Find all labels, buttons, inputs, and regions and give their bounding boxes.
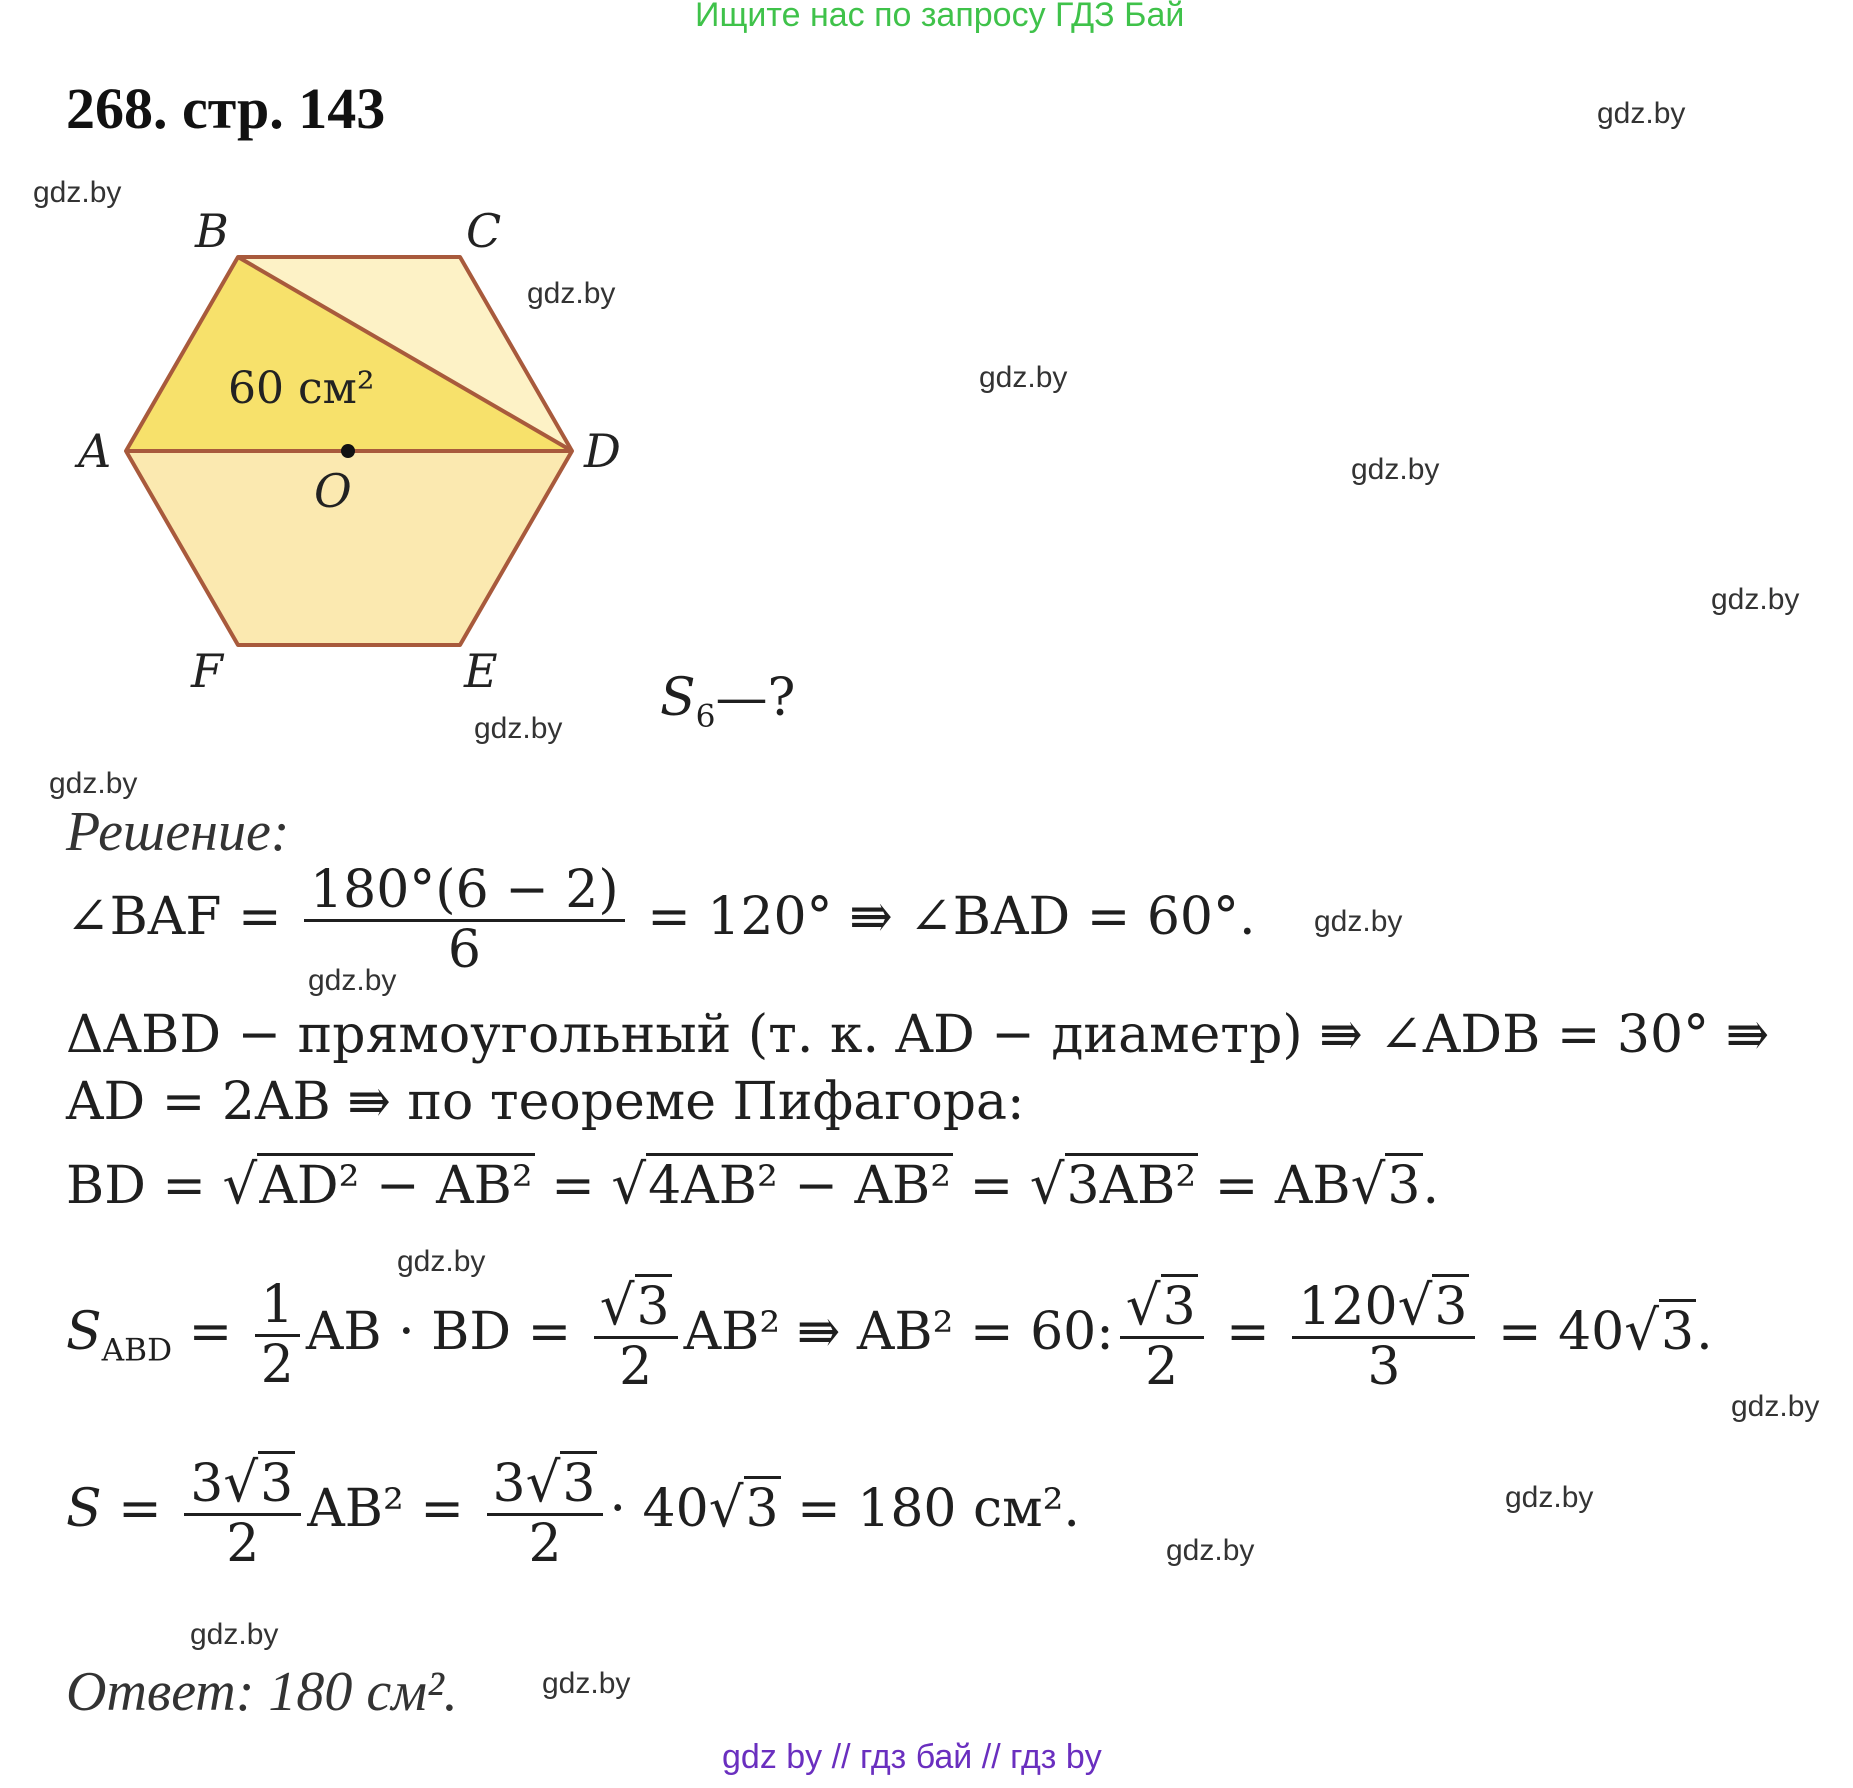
sqrt-icon: √ bbox=[599, 1273, 635, 1337]
watermark: gdz.by bbox=[49, 767, 138, 800]
l4-part: BD = bbox=[66, 1156, 223, 1216]
fraction-3sqrt3-over-2 bbox=[184, 1452, 301, 1573]
fraction-denominator: 2 bbox=[1145, 1337, 1179, 1398]
question-s: S bbox=[660, 668, 696, 728]
hexagon-figure bbox=[60, 205, 660, 715]
radicand: 3 bbox=[258, 1451, 295, 1514]
fraction-120sqrt3-over-3 bbox=[1292, 1275, 1475, 1396]
vertex-label-b: B bbox=[195, 205, 229, 258]
sqrt-icon: √ bbox=[1350, 1152, 1386, 1216]
radicand: 3 bbox=[560, 1451, 597, 1514]
fraction-denominator: 2 bbox=[260, 1335, 294, 1396]
sqrt-icon: √ bbox=[1029, 1152, 1065, 1216]
watermark: gdz.by bbox=[33, 176, 122, 209]
solution-line-5 bbox=[66, 1275, 1713, 1396]
sqrt-icon: √ bbox=[611, 1152, 647, 1216]
center-point-o bbox=[341, 444, 355, 458]
center-label-o: O bbox=[314, 464, 352, 518]
fraction-numerator bbox=[184, 1452, 301, 1516]
watermark: gdz.by bbox=[474, 712, 563, 745]
fraction-numerator bbox=[1120, 1275, 1204, 1339]
fraction-numerator bbox=[487, 1452, 604, 1516]
l6-part: S = bbox=[66, 1479, 179, 1540]
watermark: gdz.by bbox=[979, 361, 1068, 394]
l4-part: = bbox=[953, 1156, 1030, 1216]
watermark: gdz.by bbox=[308, 964, 397, 997]
vertex-label-a: A bbox=[78, 424, 112, 478]
sqrt-icon: √ bbox=[525, 1450, 561, 1514]
footer-links[interactable]: gdz by // гдз бай // гдз by bbox=[722, 1738, 1102, 1776]
watermark: gdz.by bbox=[1597, 97, 1686, 130]
watermark: gdz.by bbox=[397, 1245, 486, 1278]
l5-part: AB² ⇛ AB² = 60: bbox=[683, 1302, 1114, 1363]
radicand: 3 bbox=[1385, 1153, 1422, 1216]
fraction-numerator: 1 bbox=[255, 1277, 300, 1337]
exercise-heading: 268. стр. 143 bbox=[66, 76, 386, 141]
l5-part: = 40 bbox=[1481, 1302, 1625, 1363]
radicand: 3 bbox=[635, 1274, 672, 1337]
question bbox=[660, 668, 795, 734]
vertex-label-c: C bbox=[466, 205, 502, 258]
radicand: 3 bbox=[1161, 1274, 1198, 1337]
area-symbol: S bbox=[66, 1302, 102, 1363]
fraction-numerator bbox=[594, 1275, 678, 1339]
l6-part: = 180 см². bbox=[780, 1479, 1080, 1540]
area-subscript: ABD bbox=[101, 1332, 173, 1369]
radicand: 3 bbox=[744, 1476, 781, 1539]
l4-part: = AB bbox=[1198, 1156, 1351, 1216]
coefficient: 120 bbox=[1298, 1277, 1398, 1337]
radicand: 3 bbox=[1432, 1274, 1469, 1337]
coefficient: 3 bbox=[190, 1454, 224, 1514]
l4-part: = bbox=[534, 1156, 612, 1216]
watermark: gdz.by bbox=[1314, 905, 1403, 938]
vertex-label-f: F bbox=[191, 644, 223, 698]
sqrt-icon: √ bbox=[1125, 1273, 1161, 1337]
watermark: gdz.by bbox=[190, 1618, 279, 1651]
watermark: gdz.by bbox=[542, 1667, 631, 1700]
coefficient: 3 bbox=[492, 1454, 526, 1514]
area-label: 60 см² bbox=[228, 363, 375, 414]
fraction-denominator: 2 bbox=[528, 1514, 562, 1575]
l5-part: = bbox=[1209, 1302, 1287, 1363]
l5-part: = bbox=[172, 1302, 249, 1363]
l5-part: . bbox=[1696, 1302, 1713, 1363]
fraction-denominator: 2 bbox=[619, 1337, 653, 1398]
fraction-half bbox=[255, 1277, 300, 1394]
fraction-numerator bbox=[1292, 1275, 1475, 1339]
vertex-label-d: D bbox=[584, 424, 621, 478]
answer: Ответ: 180 см². bbox=[66, 1661, 458, 1723]
solution-title: Решение: bbox=[66, 801, 290, 863]
sqrt-icon: √ bbox=[223, 1450, 259, 1514]
l4-part: . bbox=[1422, 1156, 1440, 1216]
fraction-sqrt3-over-2 bbox=[594, 1275, 678, 1396]
l5-part: AB · BD = bbox=[305, 1302, 588, 1363]
fraction-denominator: 3 bbox=[1367, 1337, 1401, 1398]
sqrt-icon: √ bbox=[1624, 1298, 1660, 1363]
fraction-denominator: 2 bbox=[226, 1514, 260, 1575]
solution-line-2: ΔABD − прямоугольный (т. к. AD − диаметр) ⇛ ∠ADB = 30° ⇛ bbox=[66, 1005, 1770, 1065]
search-banner[interactable]: Ищите нас по запросу ГДЗ Бай bbox=[695, 0, 1185, 34]
radicand: 4AB² − AB² bbox=[646, 1153, 953, 1216]
fraction-numerator: 180°(6 − 2) bbox=[304, 862, 625, 922]
fraction-3sqrt3-over-2 bbox=[487, 1452, 604, 1573]
radicand: 3 bbox=[1659, 1299, 1696, 1362]
question-sub: 6 bbox=[695, 698, 716, 735]
watermark: gdz.by bbox=[1351, 453, 1440, 486]
fraction-denominator: 6 bbox=[447, 920, 481, 981]
watermark: gdz.by bbox=[527, 277, 616, 310]
l1-left: ∠BAF = bbox=[66, 887, 299, 948]
fraction-angle-sum bbox=[304, 862, 625, 979]
radicand: 3AB² bbox=[1065, 1153, 1199, 1216]
watermark: gdz.by bbox=[1711, 583, 1800, 616]
sqrt-icon: √ bbox=[708, 1475, 744, 1540]
l6-part: · 40 bbox=[609, 1479, 709, 1540]
solution-line-6 bbox=[66, 1452, 1080, 1573]
sqrt-icon: √ bbox=[1397, 1273, 1433, 1337]
watermark: gdz.by bbox=[1166, 1534, 1255, 1567]
sqrt-icon: √ bbox=[222, 1152, 258, 1216]
question-rest: —? bbox=[715, 668, 796, 728]
solution-line-3: AD = 2AB ⇛ по теореме Пифагора: bbox=[66, 1072, 1025, 1132]
watermark: gdz.by bbox=[1731, 1390, 1820, 1423]
vertex-label-e: E bbox=[464, 644, 498, 698]
watermark: gdz.by bbox=[1505, 1481, 1594, 1514]
l6-part: AB² = bbox=[307, 1479, 481, 1540]
solution-line-1 bbox=[66, 862, 1256, 979]
radicand: AD² − AB² bbox=[257, 1153, 534, 1216]
l1-right: = 120° ⇛ ∠BAD = 60°. bbox=[630, 887, 1256, 948]
fraction-sqrt3-over-2 bbox=[1120, 1275, 1204, 1396]
solution-line-4 bbox=[66, 1152, 1439, 1216]
